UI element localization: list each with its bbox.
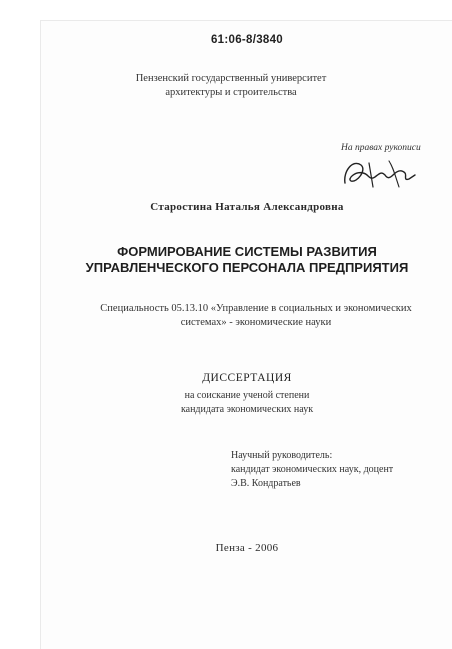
university-line-1: Пензенский государственный университет bbox=[135, 73, 327, 84]
supervisor-name: Э.В. Кондратьев bbox=[231, 478, 301, 489]
title-line-2: УПРАВЛЕНЧЕСКОГО ПЕРСОНАЛА ПРЕДПРИЯТИЯ bbox=[85, 260, 409, 275]
specialty-line-2: системах» - экономические науки bbox=[180, 317, 332, 328]
supervisor-label: Научный руководитель: bbox=[231, 450, 333, 461]
title-line-1: ФОРМИРОВАНИЕ СИСТЕМЫ РАЗВИТИЯ bbox=[117, 244, 377, 259]
specialty-line-1: Специальность 05.13.10 «Управление в социальных и экономических bbox=[100, 303, 412, 314]
rights-label: На правах рукописи bbox=[341, 143, 421, 153]
degree-description bbox=[41, 389, 452, 416]
degree-line-1: на соискание ученой степени bbox=[184, 390, 310, 401]
city-year: Пенза - 2006 bbox=[215, 542, 279, 554]
author-name: Старостина Наталья Александровна bbox=[150, 201, 344, 213]
specialty bbox=[66, 302, 446, 330]
dissertation-title-page bbox=[40, 20, 452, 649]
university-name bbox=[51, 72, 411, 99]
dissertation-heading: ДИССЕРТАЦИЯ bbox=[202, 372, 292, 384]
university-line-2: архитектуры и строительства bbox=[165, 86, 297, 98]
catalog-code: 61:06-8/3840 bbox=[210, 34, 284, 46]
degree-line-2: кандидата экономических наук bbox=[180, 403, 314, 415]
dissertation-title bbox=[41, 244, 452, 276]
handwritten-signature bbox=[339, 153, 419, 193]
scientific-supervisor bbox=[231, 449, 393, 491]
supervisor-position: кандидат экономических наук, доцент bbox=[231, 464, 394, 475]
